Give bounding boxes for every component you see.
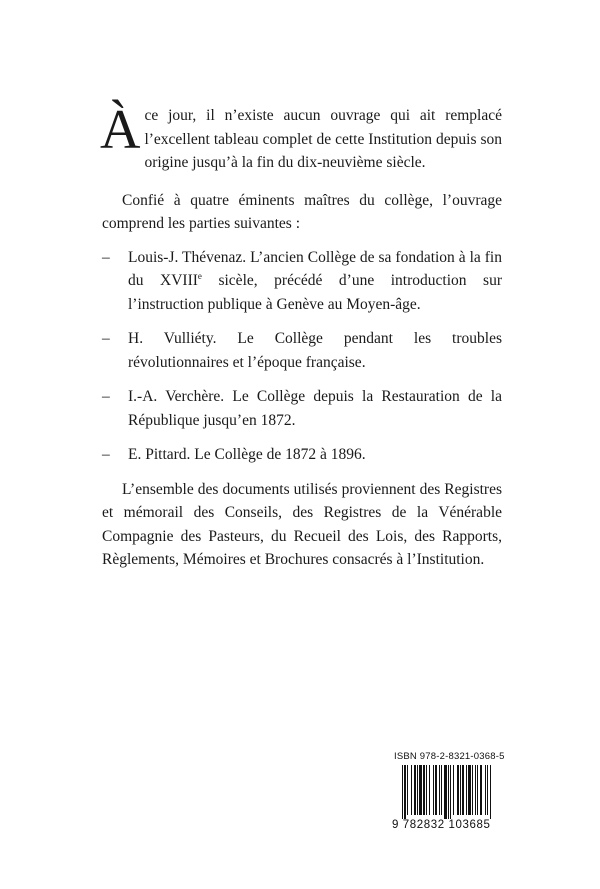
- list-item-text: I.-A. Verchère. Le Collège depuis la Restauration de la République jusqu’en 1872.: [128, 388, 502, 429]
- barcode-bar: [433, 765, 434, 815]
- list-item: [102, 443, 502, 467]
- barcode-bar: [462, 765, 464, 815]
- drop-cap: À: [100, 99, 141, 161]
- barcode-bar: [490, 765, 491, 819]
- list-item: [102, 327, 502, 374]
- list-item-text: E. Pittard. Le Collège de 1872 à 1896.: [128, 446, 366, 463]
- barcode-bar: [439, 765, 440, 815]
- barcode-bar: [417, 765, 418, 815]
- list-item-text: H. Vulliéty. Le Collège pendant les troubles révolutionnaires et l’époque française.: [128, 330, 502, 371]
- barcode-bar: [475, 765, 476, 815]
- barcode-bar: [423, 765, 425, 815]
- list-item-text-start: Louis-J. Thévenaz. L’ancien Collège de sa fondation à la fin du XVIII: [128, 248, 502, 289]
- superscript-e: e: [197, 270, 202, 281]
- barcode-bar: [480, 765, 482, 815]
- list-item: [102, 385, 502, 432]
- barcode-bar: [402, 765, 403, 819]
- barcode-bar: [466, 765, 467, 815]
- barcode-bar: [485, 765, 486, 815]
- barcode-bar: [477, 765, 478, 815]
- dash-bullet: –: [102, 330, 110, 347]
- parts-list: [102, 246, 502, 467]
- intro-text: ce jour, il n’existe aucun ouvrage qui ait remplacé l’excellent tableau complet de cette Institution depuis son origine jusqu’à la fin du dix-neuvième siècle.: [144, 107, 502, 171]
- barcode-bar: [460, 765, 461, 815]
- dash-bullet: –: [102, 388, 110, 405]
- barcode-bar: [419, 765, 422, 815]
- barcode-bar: [472, 765, 473, 815]
- list-item: [102, 246, 502, 317]
- barcode-bar: [487, 765, 488, 815]
- barcode-bar: [453, 765, 454, 815]
- barcode-bar: [426, 765, 427, 815]
- barcode-bars: [392, 765, 530, 821]
- barcode-bar: [404, 765, 406, 819]
- barcode-bar: [444, 765, 447, 819]
- barcode-bar: [435, 765, 437, 815]
- authors-intro-paragraph: Confié à quatre éminents maîtres du collège, l’ouvrage comprend les parties suivantes :: [102, 191, 502, 232]
- dash-bullet: –: [102, 446, 110, 463]
- barcode-bar: [441, 765, 442, 815]
- barcode-bar: [429, 765, 430, 815]
- isbn-barcode: [392, 751, 530, 835]
- barcode-digits: 9 782832 103685: [392, 819, 491, 831]
- barcode-bar: [448, 765, 449, 819]
- intro-paragraph: [100, 99, 502, 175]
- isbn-label: ISBN 978-2-8321-0368-5: [394, 751, 505, 762]
- barcode-bar: [468, 765, 471, 815]
- barcode-bar: [411, 765, 412, 815]
- barcode-bar: [414, 765, 416, 815]
- back-cover-text: [100, 99, 502, 572]
- barcode-bar: [450, 765, 451, 819]
- barcode-bar: [457, 765, 459, 815]
- list-item-text-end: sicèle, précédé d’une introduction sur l’instruction publique à Genève au Moyen-âge.: [128, 272, 502, 313]
- barcode-bar: [407, 765, 408, 815]
- dash-bullet: –: [102, 248, 110, 266]
- closing-paragraph: L’ensemble des documents utilisés proviennent des Registres et mémorail des Conseils, des Registres de la Vénérable Compagnie des Pasteurs, du Recueil des Lois, des Rapports, Règlements, Mémoires et Brochures consacrés à l’Institution.: [102, 480, 502, 568]
